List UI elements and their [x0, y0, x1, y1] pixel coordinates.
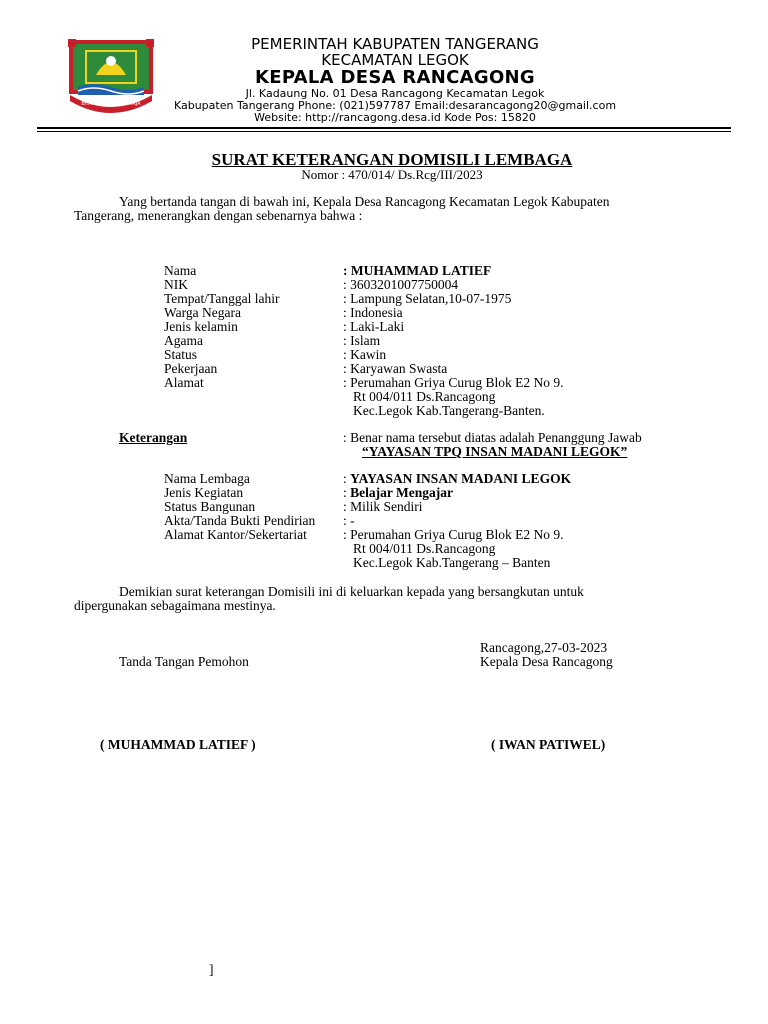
intro-line-2: Tangerang, menerangkan dengan sebenarnya bahwa :	[74, 208, 363, 223]
value-alamat-3: Kec.Legok Kab.Tangerang-Banten.	[353, 403, 545, 418]
header-contact: Kabupaten Tangerang Phone: (021)597787 Email:desarancagong20@gmail.com	[173, 99, 617, 112]
value-jenis-kelamin: : Laki-Laki	[343, 319, 405, 334]
header-district: KECAMATAN LEGOK	[321, 51, 469, 69]
label-alamat: Alamat	[164, 375, 204, 390]
document-title: SURAT KETERANGAN DOMISILI LEMBAGA	[211, 150, 573, 169]
value-alamat-kantor-3: Kec.Legok Kab.Tangerang – Banten	[353, 555, 551, 570]
label-nama-lembaga: Nama Lembaga	[164, 471, 250, 486]
closing-line-2: dipergunakan sebagaimana mestinya.	[74, 598, 276, 613]
logo-motto: BHAKTI KARYA RAHARJA	[81, 101, 141, 107]
value-alamat-2: Rt 004/011 Ds.Rancagong	[353, 389, 496, 404]
nama-lembaga-text: YAYASAN INSAN MADANI LEGOK	[350, 471, 572, 486]
signature-place-date: Rancagong,27-03-2023	[480, 640, 608, 655]
header-divider-thin	[37, 131, 731, 132]
jenis-kegiatan-text: Belajar Mengajar	[350, 485, 453, 500]
intro-line-1: Yang bertanda tangan di bawah ini, Kepala Desa Rancagong Kecamatan Legok Kabupaten	[119, 194, 610, 209]
value-status: : Kawin	[343, 347, 387, 362]
label-status-bangunan: Status Bangunan	[164, 499, 256, 514]
label-nama: Nama	[164, 263, 197, 278]
value-nama: : MUHAMMAD LATIEF	[343, 263, 492, 278]
header-address: Jl. Kadaung No. 01 Desa Rancagong Kecamatan Legok	[245, 87, 545, 100]
colon: :	[343, 471, 351, 486]
header-divider-thick	[37, 127, 731, 129]
label-pekerjaan: Pekerjaan	[164, 361, 218, 376]
signature-applicant-name: ( MUHAMMAD LATIEF )	[100, 737, 256, 752]
value-nik: : 3603201007750004	[343, 277, 459, 292]
colon: :	[343, 485, 351, 500]
signature-head-title: Kepala Desa Rancagong	[480, 654, 613, 669]
signature-applicant-title: Tanda Tangan Pemohon	[119, 654, 249, 669]
value-alamat-kantor-1: : Perumahan Griya Curug Blok E2 No 9.	[343, 527, 564, 542]
label-alamat-kantor: Alamat Kantor/Sekertariat	[164, 527, 307, 542]
label-status: Status	[164, 347, 198, 362]
value-keterangan-2: “YAYASAN TPQ INSAN MADANI LEGOK”	[362, 444, 628, 459]
header-office: KEPALA DESA RANCAGONG	[255, 67, 535, 88]
signature-head-name: ( IWAN PATIWEL)	[491, 737, 606, 752]
label-akta: Akta/Tanda Bukti Pendirian	[164, 513, 316, 528]
document-number: Nomor : 470/014/ Ds.Rcg/III/2023	[301, 167, 483, 182]
label-jenis-kegiatan: Jenis Kegiatan	[164, 485, 244, 500]
label-keterangan: Keterangan	[119, 430, 188, 445]
value-alamat-kantor-2: Rt 004/011 Ds.Rancagong	[353, 541, 496, 556]
value-akta: : -	[343, 513, 355, 528]
value-warga-negara: : Indonesia	[343, 305, 403, 320]
value-pekerjaan: : Karyawan Swasta	[343, 361, 448, 376]
value-keterangan-1: : Benar nama tersebut diatas adalah Penanggung Jawab	[343, 430, 642, 445]
value-alamat-1: : Perumahan Griya Curug Blok E2 No 9.	[343, 375, 564, 390]
label-ttl: Tempat/Tanggal lahir	[164, 291, 280, 306]
value-status-bangunan: : Milik Sendiri	[343, 499, 423, 514]
label-jenis-kelamin: Jenis kelamin	[164, 319, 238, 334]
value-agama: : Islam	[343, 333, 381, 348]
closing-line-1: Demikian surat keterangan Domisili ini di keluarkan kepada yang bersangkutan untuk	[119, 584, 584, 599]
label-agama: Agama	[164, 333, 203, 348]
label-warga-negara: Warga Negara	[164, 305, 241, 320]
label-nik: NIK	[164, 277, 188, 292]
stray-bracket-mark: ]	[209, 962, 214, 977]
header-website: Website: http://rancagong.desa.id Kode Pos: 15820	[254, 111, 536, 124]
value-ttl: : Lampung Selatan,10-07-1975	[343, 291, 512, 306]
header-government: PEMERINTAH KABUPATEN TANGERANG	[251, 35, 539, 53]
